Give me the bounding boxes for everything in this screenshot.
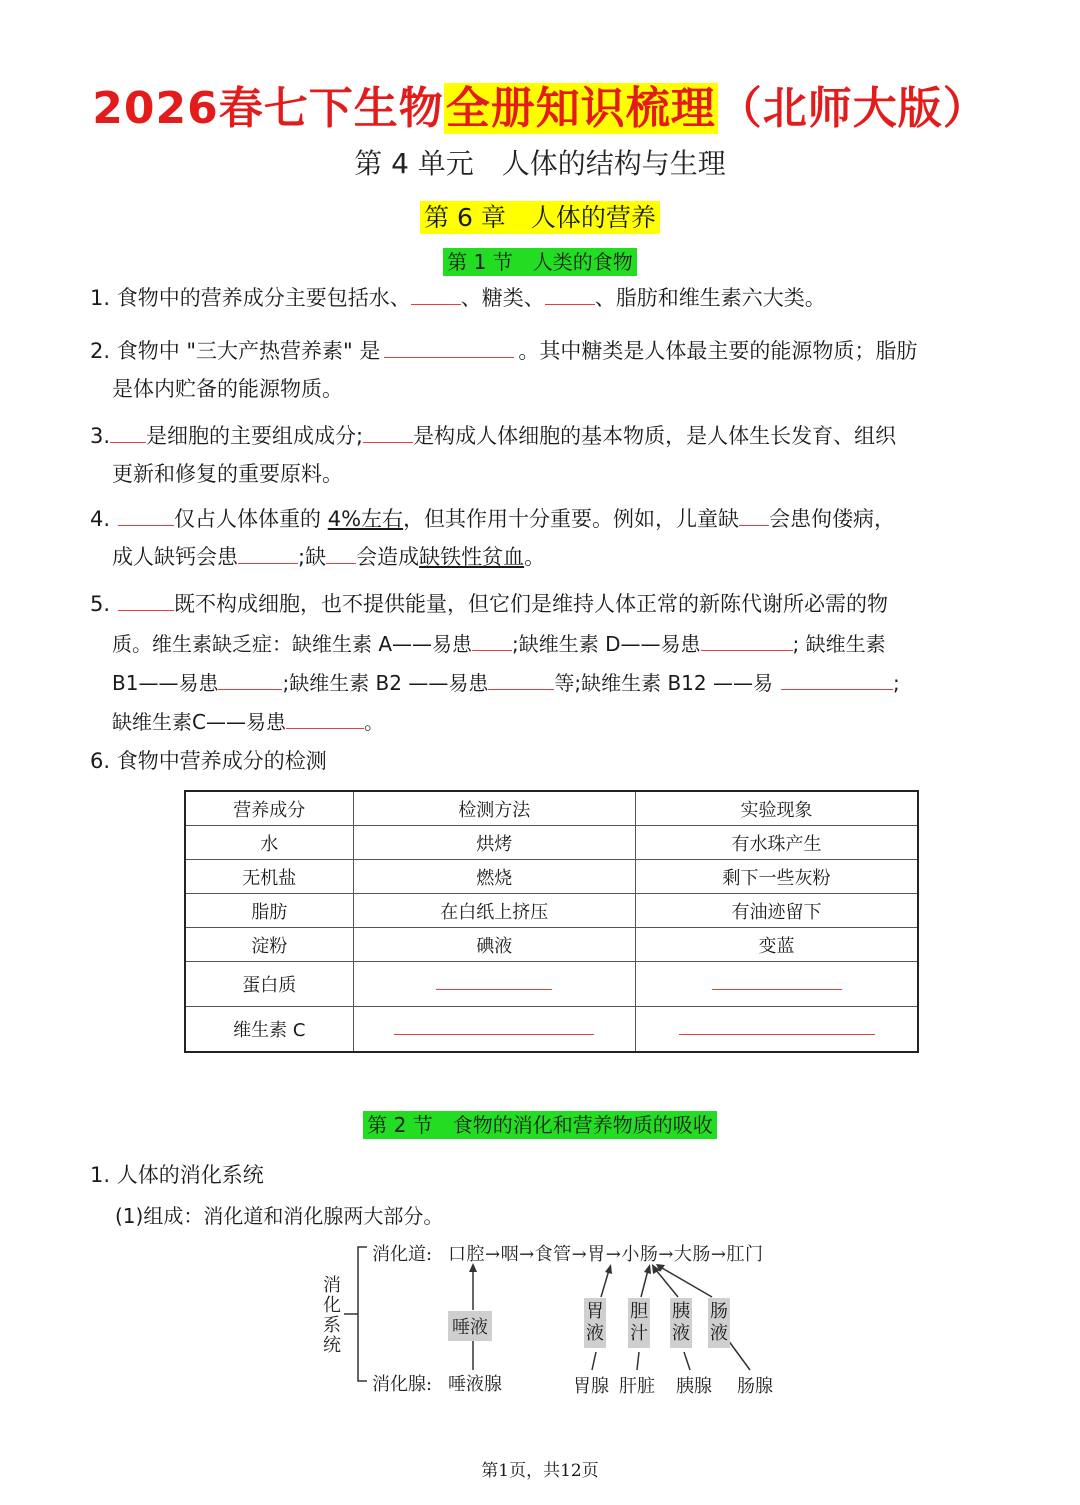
q5-text-c: 质。维生素缺乏症：缺维生素 A——易患 bbox=[112, 632, 473, 656]
unit-heading: 第 4 单元 人体的结构与生理 bbox=[354, 147, 726, 180]
q2-line2: 是体内贮备的能源物质。 bbox=[112, 377, 343, 401]
q4-text-b: 仅占人体体重的 bbox=[174, 507, 322, 531]
gland-pancreas: 胰腺 bbox=[676, 1376, 712, 1397]
pancreatic-gland-line bbox=[684, 1352, 690, 1370]
section1-label: 第 1 节 人类的食物 bbox=[443, 248, 636, 276]
bile-box: 胆汁 bbox=[628, 1298, 650, 1348]
question-6: 6. 食物中营养成分的检测 bbox=[90, 749, 327, 773]
q4-text-h: 会造成 bbox=[356, 545, 420, 569]
table-cell: 燃烧 bbox=[353, 860, 635, 894]
q5-text-k: 。 bbox=[363, 710, 384, 734]
table-header: 营养成分 bbox=[185, 791, 353, 826]
table-cell: 维生素 C bbox=[185, 1007, 353, 1053]
table-cell: 无机盐 bbox=[185, 860, 353, 894]
s2-question-1: 1. 人体的消化系统 bbox=[90, 1163, 264, 1187]
bile-arrow bbox=[641, 1270, 648, 1297]
table-cell: 淀粉 bbox=[185, 928, 353, 962]
system-bracket bbox=[358, 1247, 367, 1381]
s2-question-1a: (1)组成：消化道和消化腺两大部分。 bbox=[115, 1204, 444, 1228]
tract-label: 消化道: bbox=[372, 1244, 433, 1265]
q4-text-j: 。 bbox=[524, 545, 546, 569]
q2-text-a: 2. 食物中 "三大产热营养素" 是 bbox=[90, 339, 381, 363]
table-cell: 碘液 bbox=[353, 928, 635, 962]
q4-text-f: 成人缺钙会患 bbox=[112, 545, 238, 569]
gastric-juice-box: 胃液 bbox=[584, 1298, 606, 1348]
q5-text-b: 既不构成细胞，也不提供能量，但它们是维持人体正常的新陈代谢所必需的物 bbox=[174, 592, 889, 616]
q1-text-a: 1. 食物中的营养成分主要包括水、 bbox=[90, 286, 411, 310]
pancreatic-juice-box: 胰液 bbox=[670, 1298, 692, 1348]
q4-text-g: ;缺 bbox=[298, 545, 327, 569]
q5-text-a: 5. bbox=[90, 592, 111, 616]
table-cell: 剩下一些灰粉 bbox=[636, 860, 918, 894]
gland-intestinal: 肠腺 bbox=[737, 1376, 773, 1397]
section2-label: 第 2 节 食物的消化和营养物质的吸收 bbox=[363, 1111, 716, 1139]
table-cell: 变蓝 bbox=[636, 928, 918, 962]
q3-text-b: 是细胞的主要组成成分; bbox=[146, 424, 364, 448]
system-label: 消化系统 bbox=[323, 1275, 341, 1356]
q5-text-g: ;缺维生素 B2 ——易患 bbox=[282, 671, 489, 695]
title-highlight: 全册知识梳理 bbox=[445, 83, 716, 134]
table-cell: 有水珠产生 bbox=[636, 826, 918, 860]
intestinal-arrow bbox=[662, 1268, 712, 1297]
page-footer: 第1页，共12页 bbox=[481, 1461, 599, 1481]
table-cell: 蛋白质 bbox=[185, 962, 353, 1007]
intestinal-juice-box: 肠液 bbox=[708, 1298, 730, 1348]
q2-text-b: 。其中糖类是人体最主要的能源物质；脂肪 bbox=[518, 339, 918, 363]
q4-text-d: ，但其作用十分重要。例如，儿童缺 bbox=[403, 507, 740, 531]
gland-liver: 肝脏 bbox=[619, 1376, 655, 1397]
table-cell: 水 bbox=[185, 826, 353, 860]
q4-text-e: 会患佝偻病， bbox=[769, 507, 896, 531]
table-cell: 烘烤 bbox=[353, 826, 635, 860]
table-header: 检测方法 bbox=[353, 791, 635, 826]
q1-text-c: 、脂肪和维生素六大类。 bbox=[594, 286, 826, 310]
q4-text-c: 4%左右 bbox=[327, 507, 404, 531]
q3-line2: 更新和修复的重要原料。 bbox=[112, 462, 343, 486]
table-header: 实验现象 bbox=[636, 791, 918, 826]
q4-text-a: 4. bbox=[90, 507, 111, 531]
pancreatic-arrow bbox=[656, 1270, 678, 1297]
q4-text-i: 缺铁性贫血 bbox=[419, 545, 525, 569]
table-cell: 脂肪 bbox=[185, 894, 353, 928]
chapter-label: 第 6 章 人体的营养 bbox=[420, 201, 660, 234]
gastric-gland-line bbox=[592, 1352, 596, 1370]
gastric-arrow bbox=[601, 1270, 609, 1297]
gland-gastric: 胃腺 bbox=[573, 1376, 609, 1397]
q5-text-j: 缺维生素C——易患 bbox=[112, 710, 286, 734]
table-cell: 有油迹留下 bbox=[636, 894, 918, 928]
gland-label: 消化腺: bbox=[372, 1374, 433, 1395]
intestinal-gland-line bbox=[728, 1340, 750, 1370]
tract-sequence: 口腔→咽→食管→胃→小肠→大肠→肛门 bbox=[448, 1244, 764, 1265]
q5-text-d: ;缺维生素 D——易患 bbox=[512, 632, 701, 656]
bile-gland-line bbox=[637, 1352, 639, 1370]
q5-text-f: B1——易患 bbox=[112, 671, 219, 695]
q5-text-h: 等;缺维生素 B12 ——易 bbox=[554, 671, 773, 695]
q1-text-b: 、糖类、 bbox=[460, 286, 545, 310]
q5-text-e: ; 缺维生素 bbox=[792, 632, 886, 656]
q3-text-c: 是构成人体细胞的基本物质，是人体生长发育、组织 bbox=[413, 424, 897, 448]
q5-text-i: ; bbox=[892, 671, 900, 695]
title-part3: （北师大版） bbox=[717, 83, 988, 134]
table-cell: 在白纸上挤压 bbox=[353, 894, 635, 928]
gland-salivary: 唾液腺 bbox=[448, 1374, 502, 1395]
q3-text-a: 3. bbox=[90, 424, 111, 448]
saliva-box: 唾液 bbox=[448, 1311, 492, 1341]
title-part1: 2026春七下生物 bbox=[92, 83, 444, 134]
